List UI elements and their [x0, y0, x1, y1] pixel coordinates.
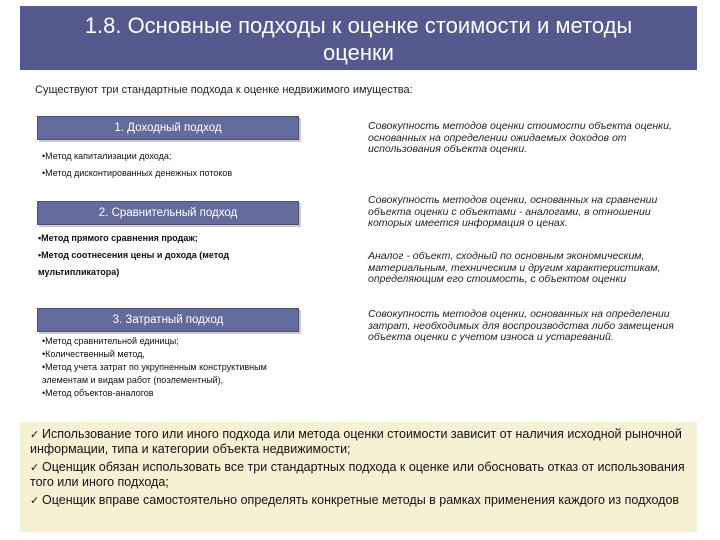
footer-notes: [20, 422, 697, 532]
method-item: элементам и видам работ (поэлементный),: [42, 375, 224, 385]
approach-3-methods: [42, 335, 267, 400]
method-item: •Метод капитализации дохода;: [42, 151, 172, 161]
slide-title: [20, 6, 697, 70]
footer-item: [30, 460, 689, 489]
approach-1-box: 1. Доходный подход: [37, 116, 299, 140]
footer-text: Оценщик обязан использовать все три стандартных подхода к оценке или обосновать отказ от использования того или иного подхода;: [30, 460, 685, 489]
approach-1-methods: [42, 150, 232, 184]
footer-text: Использование того или иного подхода или метода оценки стоимости зависит от наличия исходной рыночной информации, типа и категории объекта недвижимости;: [30, 427, 682, 456]
intro-text: Существуют три стандартные подхода к оценке недвижимого имущества:: [35, 84, 413, 96]
approach-2-methods: [38, 232, 229, 283]
method-item: •Метод прямого сравнения продаж;: [38, 233, 198, 243]
approach-2-box: 2. Сравнительный подход: [37, 201, 299, 225]
approach-2-description: Совокупность методов оценки, основанных на сравнении объекта оценки с объектами - аналогами, в отношении которых имеется информация о ценах.: [368, 194, 658, 229]
approach-3-box: 3. Затратный подход: [37, 308, 299, 332]
analog-definition: Аналог - объект, сходный по основным экономическим, материальным, техническим и другим характеристикам, определяющим его стоимость, с объектом оценки: [368, 250, 661, 285]
footer-item: [30, 493, 689, 508]
method-item: мультипликатора): [38, 267, 120, 277]
method-item: •Метод соотнесения цены и дохода (метод: [38, 250, 230, 260]
method-item: •Метод сравнительной единицы;: [42, 336, 179, 346]
method-item: •Метод дисконтированных денежных потоков: [42, 168, 233, 178]
approach-1-description: Совокупность методов оценки стоимости объекта оценки, основанных на определении ожидаемых доходов от использования объекта оценки.: [368, 120, 672, 155]
check-icon: ✓: [30, 495, 40, 507]
footer-text: Оценщик вправе самостоятельно определять конкретные методы в рамках применения каждого из подходов: [42, 493, 680, 507]
method-item: •Метод объектов-аналогов: [42, 388, 154, 398]
method-item: •Метод учета затрат по укрупненным конструктивным: [42, 362, 267, 372]
footer-item: [30, 427, 689, 456]
approach-3-description: Совокупность методов оценки, основанных на определении затрат, необходимых для воспроизводства либо замещения объекта оценки с учетом износа и устареваний.: [368, 308, 674, 343]
check-icon: ✓: [30, 462, 40, 474]
method-item: •Количественный метод,: [42, 349, 145, 359]
title-line-2: оценки: [323, 40, 394, 65]
title-line-1: 1.8. Основные подходы к оценке стоимости и методы: [84, 13, 633, 38]
check-icon: ✓: [30, 429, 40, 441]
